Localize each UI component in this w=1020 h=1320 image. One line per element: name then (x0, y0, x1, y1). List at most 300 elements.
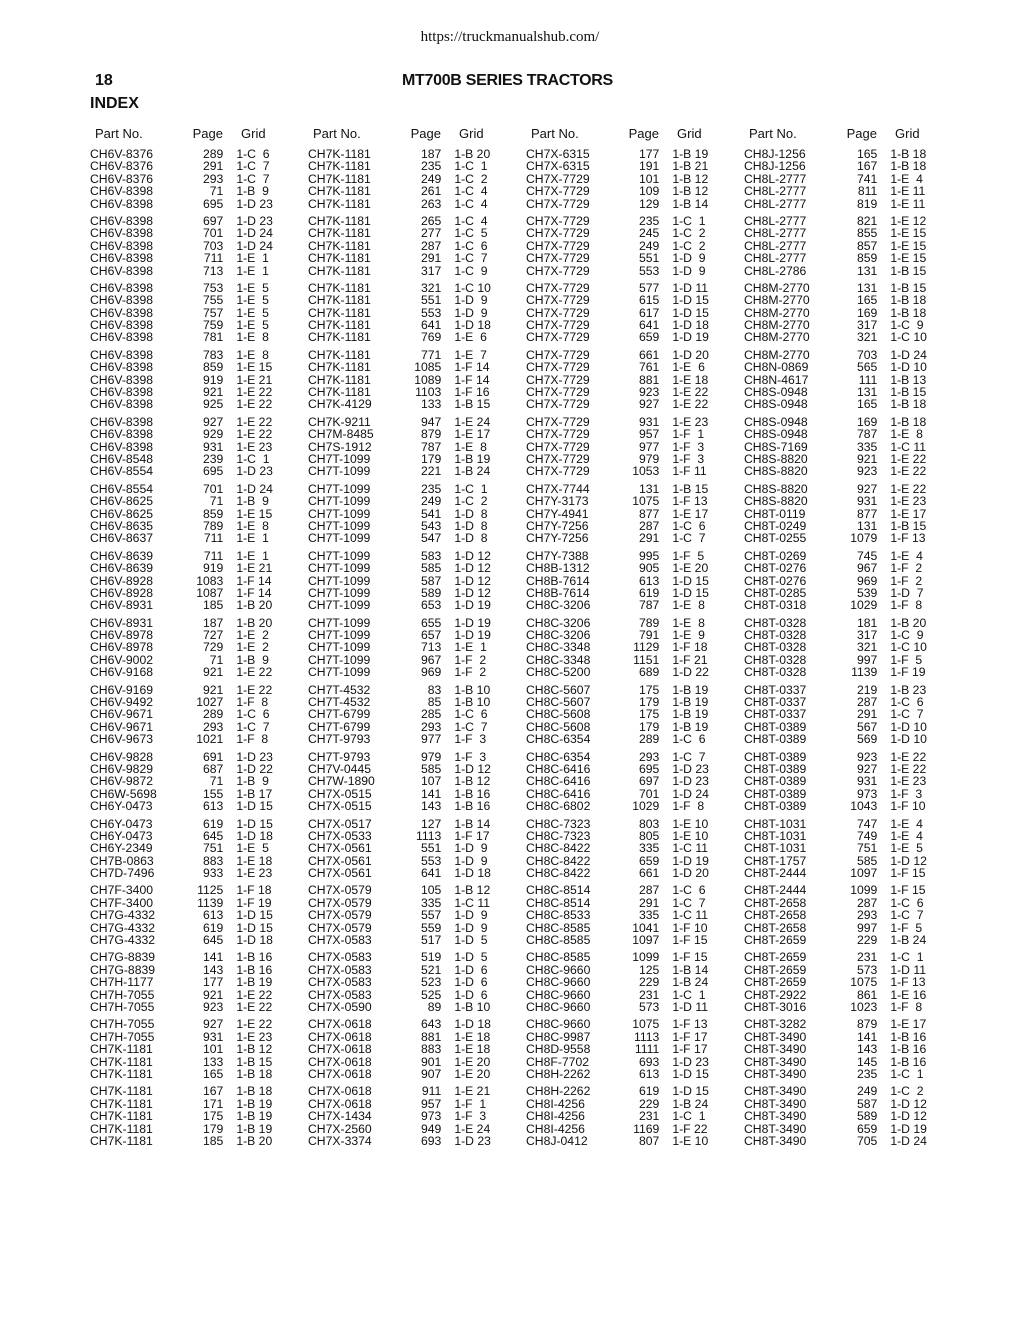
page-ref: 105 (420, 883, 442, 898)
grid-ref: 1-B 10 (454, 695, 491, 710)
grid-ref: 1-E 22 (236, 385, 273, 400)
part-number: CH7T-9793 (308, 732, 371, 747)
part-number: CH8M-2770 (744, 280, 810, 295)
page-ref: 781 (202, 330, 224, 345)
part-number: CH7T-1099 (308, 451, 371, 466)
page-ref: 977 (638, 439, 660, 454)
grid-ref: 1-B 16 (454, 786, 491, 801)
page-ref: 969 (420, 665, 442, 680)
grid-ref: 1-B 15 (454, 397, 491, 412)
grid-ref: 1-E 18 (454, 1029, 491, 1044)
page-ref: 131 (638, 481, 660, 496)
page-ref: 615 (638, 293, 660, 308)
part-number: CH7K-1181 (308, 171, 371, 186)
grid-ref: 1-E 4 (890, 171, 923, 186)
part-number: CH8J-0412 (526, 1133, 588, 1148)
grid-ref: 1-E 17 (672, 506, 709, 521)
grid-ref: 1-B 12 (236, 1042, 273, 1057)
grid-ref: 1-D 19 (672, 853, 709, 868)
index-entry (744, 562, 956, 574)
part-number: CH6V-9829 (90, 761, 154, 776)
page-ref: 175 (638, 682, 660, 697)
grid-ref: 1-E 22 (236, 397, 273, 412)
page-ref: 1027 (196, 695, 224, 710)
grid-ref: 1-D 6 (454, 987, 488, 1002)
grid-ref: 1-E 22 (236, 682, 273, 697)
index-entry (90, 532, 302, 544)
page-ref: 109 (638, 184, 660, 199)
part-number: CH6V-8398 (90, 280, 154, 295)
grid-ref: 1-E 2 (236, 628, 269, 643)
page-ref: 977 (420, 732, 442, 747)
part-number: CH6Y-0473 (90, 799, 153, 814)
part-number: CH8M-2770 (744, 347, 810, 362)
grid-header: Grid (459, 126, 484, 141)
page-ref: 293 (202, 719, 224, 734)
page-ref: 551 (638, 251, 660, 266)
grid-ref: 1-D 9 (454, 293, 488, 308)
grid-ref: 1-F 11 (672, 464, 707, 479)
part-number: CH7X-0618 (308, 1029, 372, 1044)
page-ref: 747 (856, 816, 878, 831)
grid-ref: 1-B 9 (236, 774, 269, 789)
page-ref: 753 (202, 280, 224, 295)
page-ref: 335 (856, 439, 878, 454)
page-ref: 551 (420, 293, 442, 308)
part-number: CH8C-3206 (526, 598, 591, 613)
page-ref: 923 (202, 1000, 224, 1014)
grid-ref: 1-C 5 (454, 226, 488, 241)
page-ref: 165 (856, 147, 878, 161)
grid-ref: 1-E 15 (890, 238, 927, 253)
page-ref: 997 (856, 652, 878, 667)
page-ref: 901 (420, 1054, 442, 1069)
page-ref: 1079 (850, 531, 878, 546)
grid-ref: 1-C 10 (454, 280, 491, 295)
part-number: CH8C-6354 (526, 749, 591, 764)
index-entry (90, 1068, 302, 1080)
index-entry (308, 294, 520, 306)
part-number: CH8T-0285 (744, 585, 807, 600)
grid-ref: 1-C 10 (890, 330, 927, 345)
index-entry (744, 733, 956, 745)
part-number: CH8T-0337 (744, 695, 807, 710)
part-number: CH7W-1890 (308, 774, 375, 789)
grid-ref: 1-B 19 (236, 1109, 273, 1124)
part-number: CH7T-1099 (308, 628, 371, 643)
grid-ref: 1-D 12 (454, 761, 491, 776)
page-ref: 921 (202, 987, 224, 1002)
part-number: CH8J-1256 (744, 159, 806, 174)
page-ref: 879 (856, 1017, 878, 1032)
part-number: CH8T-0255 (744, 531, 807, 546)
part-number: CH6V-8398 (90, 305, 154, 320)
part-number: CH8D-9558 (526, 1042, 591, 1057)
part-number: CH6V-9671 (90, 719, 154, 734)
page-ref: 145 (856, 1054, 878, 1069)
grid-ref: 1-C 7 (672, 895, 706, 910)
part-number: CH6V-8398 (90, 427, 154, 442)
page-ref: 219 (856, 682, 878, 697)
grid-ref: 1-F 14 (454, 372, 490, 387)
entry-group (308, 282, 520, 344)
grid-ref: 1-D 11 (890, 962, 927, 977)
part-number: CH7X-7729 (526, 305, 590, 320)
part-number: CH6V-8376 (90, 171, 154, 186)
part-number: CH7K-1181 (90, 1133, 153, 1148)
grid-ref: 1-F 17 (672, 1029, 708, 1044)
index-entry (526, 867, 738, 879)
grid-ref: 1-D 20 (672, 866, 709, 881)
entry-group (308, 215, 520, 277)
part-number: CH8H-2262 (526, 1066, 591, 1081)
part-number: CH7K-1181 (90, 1084, 153, 1099)
part-number: CH7X-7729 (526, 196, 590, 211)
grid-ref: 1-C 1 (236, 451, 270, 466)
part-number: CH6V-8635 (90, 518, 154, 533)
index-entry (526, 361, 738, 373)
part-number: CH8C-8533 (526, 908, 591, 923)
part-number: CH8C-5608 (526, 719, 591, 734)
entry-group (526, 550, 738, 612)
part-number: CH7X-7744 (526, 481, 590, 496)
part-number: CH8M-2770 (744, 318, 810, 333)
part-number: CH8S-8820 (744, 481, 808, 496)
part-number: CH8C-8514 (526, 895, 591, 910)
grid-ref: 1-B 12 (454, 883, 491, 898)
page-ref: 789 (638, 615, 660, 630)
index-entry (526, 160, 738, 172)
page-ref: 1075 (632, 494, 660, 509)
page-ref: 229 (638, 975, 660, 990)
index-entry (90, 599, 302, 611)
grid-ref: 1-D 23 (672, 1054, 709, 1069)
part-number: CH7K-1181 (308, 360, 371, 375)
part-number: CH6V-8978 (90, 640, 154, 655)
part-number: CH7K-1181 (90, 1096, 153, 1111)
grid-ref: 1-D 15 (236, 908, 273, 923)
page-ref: 919 (202, 372, 224, 387)
page-ref: 687 (202, 761, 224, 776)
page-ref: 1085 (414, 360, 442, 375)
entry-group (526, 884, 738, 946)
part-number: CH6V-8639 (90, 548, 154, 563)
part-number: CH6Y-2349 (90, 841, 153, 856)
grid-header: Grid (241, 126, 266, 141)
page-ref: 931 (856, 774, 878, 789)
grid-ref: 1-B 20 (454, 147, 491, 161)
part-number: CH7K-1181 (308, 263, 371, 278)
grid-ref: 1-B 19 (672, 682, 709, 697)
part-no-header: Part No. (313, 126, 361, 141)
part-number: CH7X-7729 (526, 330, 590, 345)
index-entry (308, 842, 520, 854)
page-ref: 979 (420, 749, 442, 764)
page-ref: 701 (638, 786, 660, 801)
page-ref: 691 (202, 749, 224, 764)
grid-ref: 1-C 1 (672, 213, 706, 228)
grid-ref: 1-C 4 (454, 184, 488, 199)
page-ref: 245 (638, 226, 660, 241)
grid-ref: 1-E 1 (454, 640, 487, 655)
grid-ref: 1-B 19 (236, 1121, 273, 1136)
part-number: CH7X-7729 (526, 171, 590, 186)
part-number: CH8N-0869 (744, 360, 809, 375)
page-ref: 689 (638, 665, 660, 680)
page-ref: 335 (638, 908, 660, 923)
entry-group (526, 282, 738, 344)
part-number: CH8I-4256 (526, 1109, 585, 1124)
page-ref: 997 (856, 920, 878, 935)
page-ref: 1103 (415, 385, 442, 400)
index-entry (526, 252, 738, 264)
part-number: CH7X-7729 (526, 464, 590, 479)
part-number: CH7Y-7256 (526, 531, 589, 546)
entry-group (526, 1085, 738, 1147)
part-number: CH7K-1181 (90, 1109, 153, 1124)
grid-ref: 1-D 12 (454, 548, 491, 563)
index-entry (744, 331, 956, 343)
page-ref: 179 (638, 719, 660, 734)
page-ref: 129 (638, 196, 660, 211)
part-number: CH8T-0269 (744, 548, 807, 563)
page-ref: 911 (421, 1084, 442, 1099)
page-ref: 1125 (197, 883, 224, 898)
index-entry (308, 641, 520, 653)
index-entry (744, 708, 956, 720)
grid-ref: 1-D 23 (236, 213, 273, 228)
index-entry (526, 708, 738, 720)
grid-ref: 1-F 19 (890, 665, 926, 680)
grid-ref: 1-D 8 (454, 518, 488, 533)
part-number: CH7T-1099 (308, 481, 371, 496)
part-number: CH7K-1181 (308, 226, 371, 241)
page-ref: 769 (420, 330, 442, 345)
index-entry (744, 198, 956, 210)
part-number: CH7X-6315 (526, 147, 590, 161)
page-ref: 235 (420, 159, 442, 174)
grid-ref: 1-D 22 (672, 665, 709, 680)
page-ref: 693 (638, 1054, 660, 1069)
part-number: CH8C-6416 (526, 761, 591, 776)
grid-ref: 1-B 9 (236, 494, 269, 509)
page-ref: 1099 (850, 883, 878, 898)
part-number: CH6V-9169 (90, 682, 154, 697)
part-number: CH8C-8514 (526, 883, 591, 898)
entry-group (744, 751, 956, 813)
page-ref: 703 (856, 347, 878, 362)
page-ref: 249 (420, 171, 442, 186)
page-ref: 335 (420, 895, 442, 910)
part-number: CH7X-0579 (308, 920, 372, 935)
part-number: CH8T-0276 (744, 573, 807, 588)
grid-ref: 1-B 18 (890, 147, 927, 161)
grid-ref: 1-D 15 (672, 293, 709, 308)
grid-ref: 1-D 24 (236, 481, 273, 496)
part-number: CH7T-4532 (308, 695, 371, 710)
grid-ref: 1-F 8 (890, 1000, 923, 1014)
grid-ref: 1-D 18 (672, 318, 709, 333)
grid-ref: 1-D 23 (672, 774, 709, 789)
part-number: CH8F-7702 (526, 1054, 589, 1069)
part-number: CH7X-0618 (308, 1096, 372, 1111)
grid-ref: 1-E 16 (890, 987, 927, 1002)
page-ref: 949 (420, 1121, 442, 1136)
part-number: CH7D-7496 (90, 866, 155, 881)
part-number: CH8T-1031 (744, 816, 807, 831)
index-entry (90, 1110, 302, 1122)
page-ref: 697 (638, 774, 660, 789)
index-entry (526, 185, 738, 197)
part-number: CH7T-1099 (308, 531, 371, 546)
part-number: CH7K-1181 (90, 1121, 153, 1136)
part-number: CH8T-0389 (744, 719, 807, 734)
grid-ref: 1-C 7 (890, 908, 924, 923)
grid-ref: 1-D 19 (890, 1121, 927, 1136)
grid-ref: 1-B 20 (236, 615, 273, 630)
grid-ref: 1-F 8 (672, 799, 705, 814)
grid-ref: 1-D 6 (454, 962, 488, 977)
grid-ref: 1-B 18 (236, 1084, 273, 1099)
index-entry (308, 909, 520, 921)
page-ref: 703 (202, 238, 224, 253)
page-ref: 931 (638, 414, 660, 429)
page-ref: 751 (856, 841, 878, 856)
part-number: CH7K-1181 (308, 184, 371, 199)
page-ref: 787 (856, 427, 878, 442)
part-number: CH8H-2262 (526, 1084, 591, 1099)
grid-ref: 1-E 5 (236, 293, 269, 308)
grid-ref: 1-C 1 (890, 950, 924, 965)
page-ref: 543 (420, 518, 442, 533)
entry-group (308, 1085, 520, 1147)
grid-ref: 1-C 6 (890, 695, 924, 710)
page-ref: 927 (202, 414, 224, 429)
index-entry (526, 294, 738, 306)
page-ref: 859 (856, 251, 878, 266)
grid-ref: 1-F 3 (454, 732, 487, 747)
page-ref: 811 (857, 184, 878, 199)
page-ref: 287 (856, 695, 878, 710)
page-ref: 235 (420, 481, 442, 496)
grid-ref: 1-E 5 (890, 841, 923, 856)
entry-group (526, 818, 738, 880)
index-entry (526, 1001, 738, 1013)
grid-ref: 1-D 23 (454, 1133, 491, 1148)
page-ref: 567 (856, 719, 878, 734)
part-number: CH8T-0328 (744, 640, 807, 655)
page-ref: 877 (638, 506, 660, 521)
grid-ref: 1-E 8 (672, 598, 705, 613)
page-ref: 619 (202, 920, 224, 935)
part-number: CH6V-8554 (90, 464, 154, 479)
page-ref: 317 (856, 628, 878, 643)
page-ref: 995 (638, 548, 660, 563)
grid-ref: 1-D 5 (454, 933, 488, 948)
index-entry (308, 867, 520, 879)
grid-ref: 1-C 7 (236, 719, 270, 734)
grid-ref: 1-B 16 (890, 1054, 927, 1069)
index-entry (90, 1001, 302, 1013)
index-entry (90, 185, 302, 197)
grid-header: Grid (677, 126, 702, 141)
part-number: CH6Y-0473 (90, 828, 153, 843)
grid-ref: 1-C 2 (890, 1084, 924, 1099)
part-number: CH8I-4256 (526, 1096, 585, 1111)
page-ref: 131 (856, 385, 878, 400)
part-number: CH7T-1099 (308, 615, 371, 630)
part-number: CH7X-7729 (526, 251, 590, 266)
page-ref: 925 (202, 397, 224, 412)
grid-ref: 1-F 3 (890, 786, 923, 801)
grid-ref: 1-F 21 (672, 652, 708, 667)
page-ref: 141 (856, 1029, 878, 1044)
part-number: CH6V-8928 (90, 573, 154, 588)
part-number: CH8L-2777 (744, 238, 807, 253)
page-ref: 551 (420, 841, 442, 856)
grid-ref: 1-D 9 (454, 908, 488, 923)
page-ref: 557 (420, 908, 442, 923)
part-number: CH8T-2444 (744, 883, 807, 898)
index-entry (744, 532, 956, 544)
part-number: CH7X-0618 (308, 1017, 372, 1032)
part-number: CH8T-0389 (744, 774, 807, 789)
grid-ref: 1-C 2 (672, 226, 706, 241)
page-ref: 573 (638, 1000, 660, 1014)
index-entry (744, 1085, 956, 1097)
grid-ref: 1-E 22 (236, 1000, 273, 1014)
grid-ref: 1-C 2 (454, 171, 488, 186)
page-ref: 613 (202, 908, 224, 923)
part-number: CH8C-3206 (526, 628, 591, 643)
grid-ref: 1-F 15 (890, 883, 926, 898)
part-number: CH7H-7055 (90, 1017, 155, 1032)
part-number: CH6V-8398 (90, 385, 154, 400)
grid-ref: 1-E 22 (236, 1017, 273, 1032)
entry-group (90, 751, 302, 813)
grid-ref: 1-E 22 (890, 464, 927, 479)
index-entry (526, 641, 738, 653)
page-ref: 229 (638, 1096, 660, 1111)
grid-ref: 1-E 8 (890, 427, 923, 442)
index-entry (90, 733, 302, 745)
page-ref: 175 (638, 707, 660, 722)
page-ref: 923 (856, 749, 878, 764)
part-number: CH8J-1256 (744, 147, 806, 161)
part-number: CH7X-0583 (308, 950, 372, 965)
part-number: CH8C-5607 (526, 695, 591, 710)
part-number: CH7X-7729 (526, 372, 590, 387)
grid-ref: 1-B 15 (672, 481, 709, 496)
part-number: CH7K-1181 (308, 159, 371, 174)
part-number: CH7X-7729 (526, 385, 590, 400)
grid-ref: 1-E 12 (890, 213, 927, 228)
page-ref: 553 (420, 853, 442, 868)
part-number: CH7X-0515 (308, 799, 372, 814)
page-ref: 861 (856, 987, 878, 1002)
page-ref: 919 (202, 561, 224, 576)
page-ref: 71 (209, 774, 224, 789)
part-number: CH8T-3490 (744, 1096, 807, 1111)
part-number: CH7H-7055 (90, 1029, 155, 1044)
part-number: CH8L-2777 (744, 171, 807, 186)
document-title: MT700B SERIES TRACTORS (402, 72, 613, 89)
grid-ref: 1-E 23 (672, 414, 709, 429)
part-number: CH7X-0583 (308, 962, 372, 977)
page-ref: 755 (202, 293, 224, 308)
grid-ref: 1-D 18 (454, 318, 491, 333)
part-number: CH7Y-7256 (526, 518, 589, 533)
